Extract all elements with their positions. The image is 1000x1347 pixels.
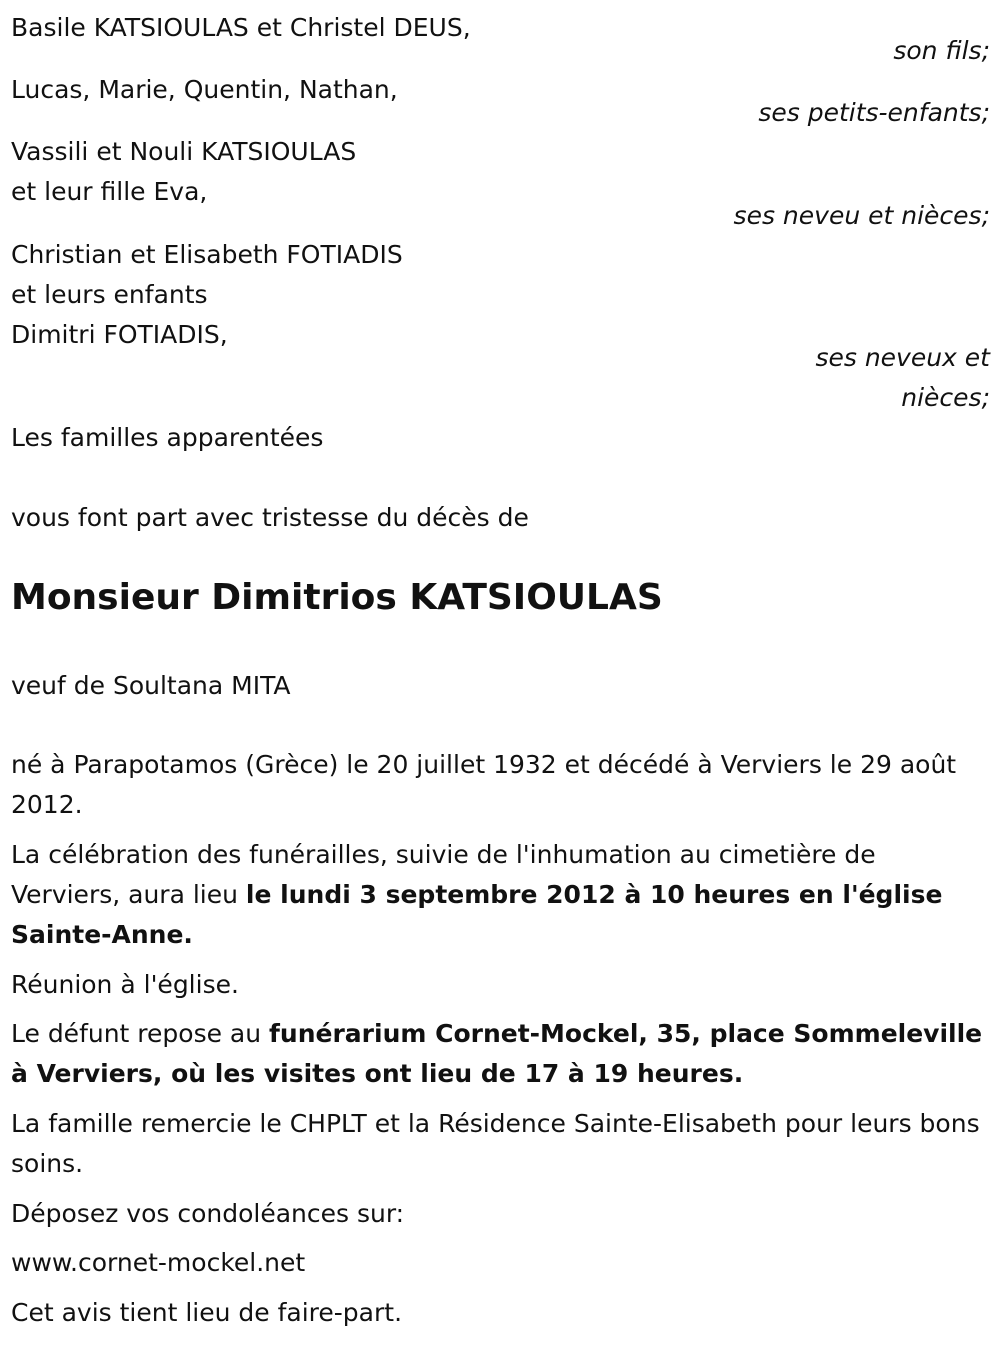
rest-paragraph xyxy=(11,1014,990,1094)
condolences-label: Déposez vos condoléances sur: xyxy=(11,1199,405,1228)
rest-details: funérarium Cornet-Mockel, 35, place Sommeleville à Verviers, où les visites ont lieu de 17 à 19 heures. xyxy=(11,1019,983,1088)
thanks: La famille remercie le CHPLT et la Résidence Sainte-Elisabeth pour leurs bons soins. xyxy=(11,1109,980,1178)
deceased-name: Monsieur Dimitrios KATSIOULAS xyxy=(11,577,663,618)
closing-note: Cet avis tient lieu de faire-part. xyxy=(11,1298,403,1327)
family-relation: ses neveux et xyxy=(815,343,990,372)
announcement: vous font part avec tristesse du décès de xyxy=(11,503,529,532)
family-names-line: Vassili et Nouli KATSIOULAS xyxy=(11,137,357,166)
family-group-son xyxy=(11,8,990,71)
funeral-paragraph xyxy=(11,835,990,955)
widow-of: veuf de Soultana MITA xyxy=(11,671,291,700)
family-relation: ses petits-enfants; xyxy=(758,98,990,127)
meeting: Réunion à l'église. xyxy=(11,970,239,999)
family-relation: son fils; xyxy=(893,36,990,65)
funeral-details: le lundi 3 septembre 2012 à 10 heures en l'église Sainte-Anne. xyxy=(11,880,943,949)
family-relation: ses neveu et nièces; xyxy=(733,201,990,230)
family-relation: nièces; xyxy=(901,383,990,412)
family-names-line: et leur fille Eva, xyxy=(11,177,208,206)
family-names-line: Basile KATSIOULAS et Christel DEUS, xyxy=(11,13,471,42)
family-names-line: Dimitri FOTIADIS, xyxy=(11,320,228,349)
family-group-nephew-nieces xyxy=(11,132,990,236)
birth-death: né à Parapotamos (Grèce) le 20 juillet 1932 et décédé à Verviers le 29 août 2012. xyxy=(11,750,957,819)
family-group-grandchildren xyxy=(11,70,990,133)
family-names-line: Christian et Elisabeth FOTIADIS xyxy=(11,240,403,269)
rest-intro: Le défunt repose au xyxy=(11,1019,270,1048)
family-names-line: Lucas, Marie, Quentin, Nathan, xyxy=(11,75,398,104)
family-group-nephews-nieces xyxy=(11,235,990,418)
family-names-line: et leurs enfants xyxy=(11,280,208,309)
funeral-intro: La célébration des funérailles, suivie de l'inhumation au cimetière de Verviers, aura lieu xyxy=(11,840,876,909)
related-families: Les familles apparentées xyxy=(11,423,324,452)
website-link[interactable]: www.cornet-mockel.net xyxy=(11,1248,306,1277)
